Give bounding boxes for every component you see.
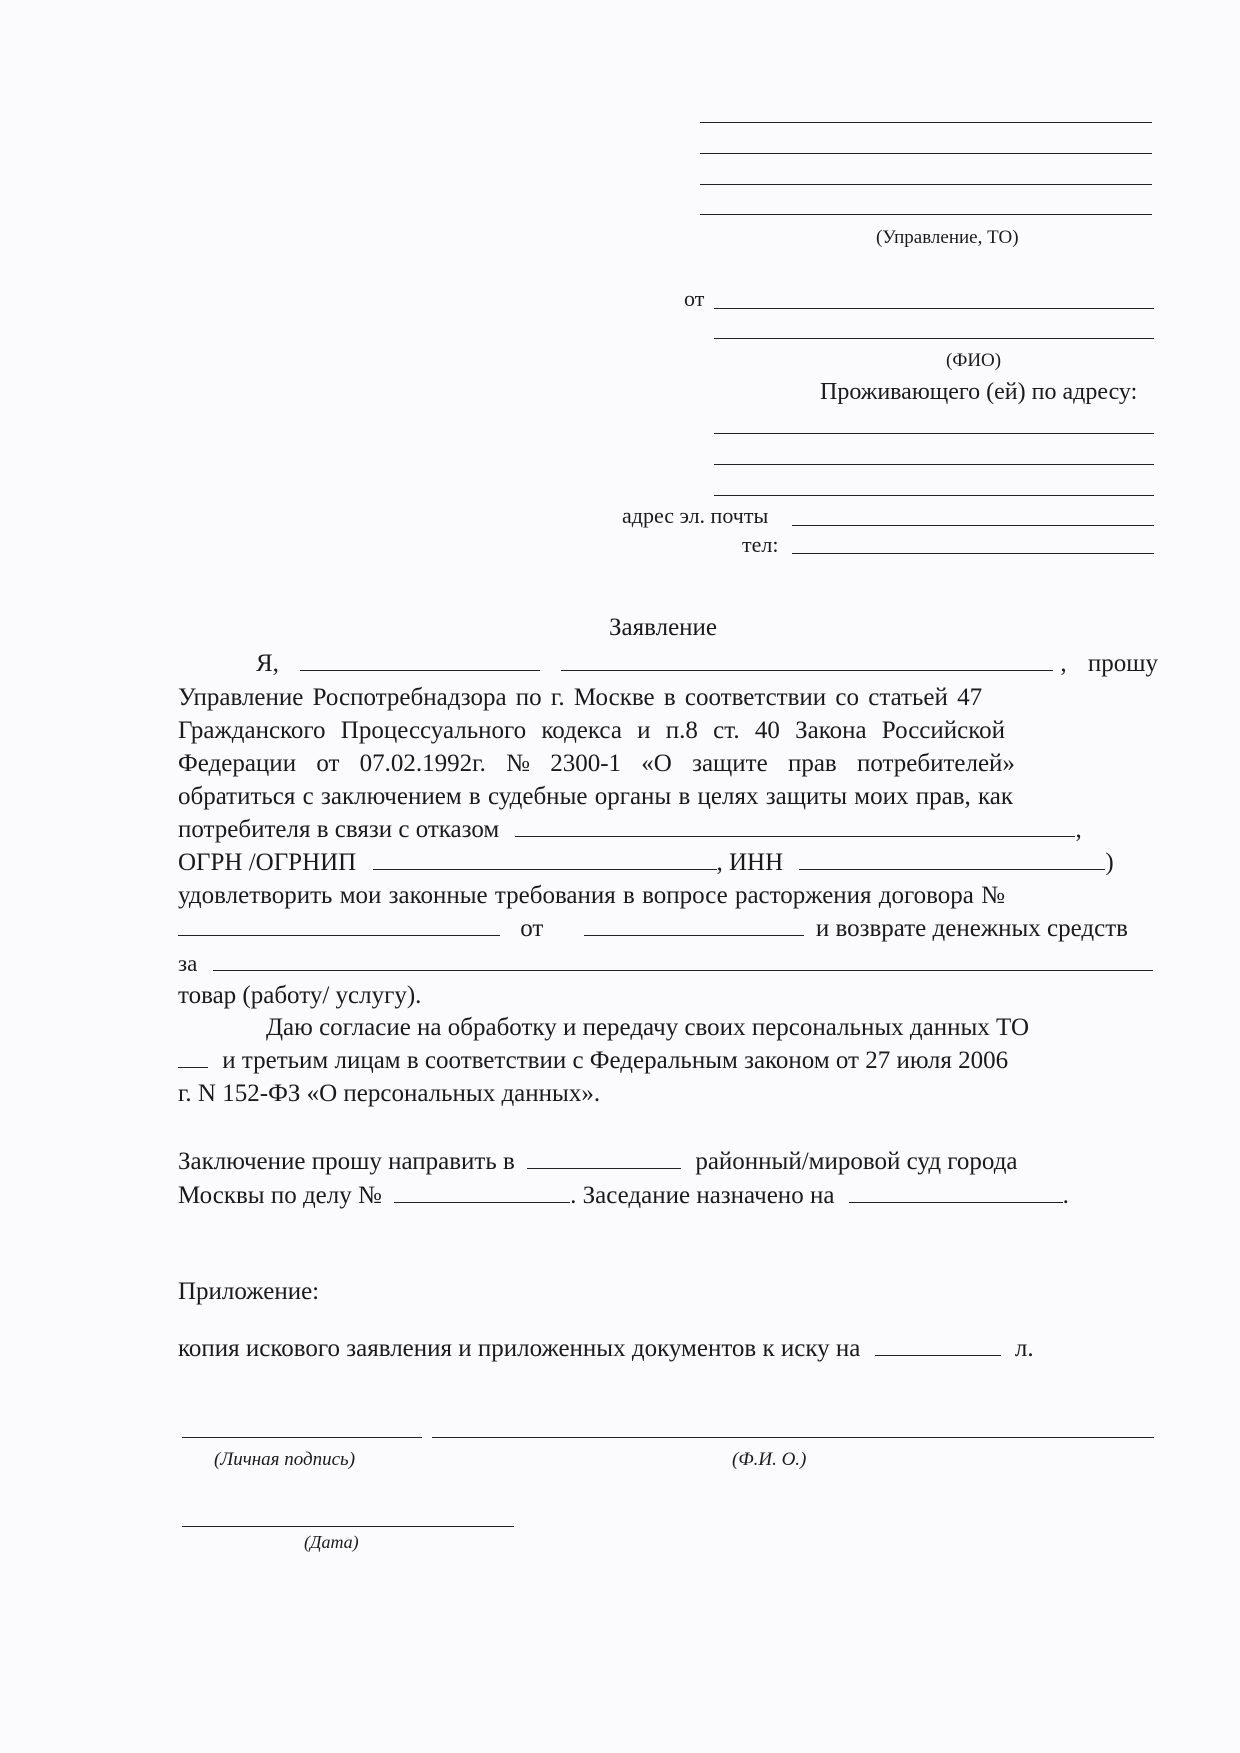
ogrn-field[interactable] [373, 847, 717, 870]
body-line-9 [178, 913, 1158, 945]
attachment-item [178, 1333, 1158, 1365]
phone-label: тел: [742, 532, 779, 557]
date-caption: (Дата) [304, 1532, 359, 1552]
applicant-name-field-1[interactable] [300, 648, 540, 671]
authority-line-2[interactable] [700, 153, 1152, 154]
body-text-4: Федерации от 07.02.1992г. № 2300-1 «О защите прав потребителей» [178, 750, 1015, 777]
body-text-3: Гражданского Процессуального кодекса и п.8 ст. 40 Закона Российской [178, 717, 1006, 744]
court-line-1 [178, 1146, 1158, 1178]
from-date-label: от [520, 915, 544, 942]
pages-count-field[interactable] [875, 1333, 1001, 1356]
from-label: от [684, 286, 705, 311]
case-number-field[interactable] [394, 1180, 570, 1203]
hearing-text: . Заседание назначено на [570, 1182, 835, 1209]
date-line[interactable] [182, 1526, 514, 1527]
address-label: Проживающего (ей) по адресу: [820, 379, 1138, 405]
consent-line-1 [266, 1012, 1158, 1044]
attachment-text: копия искового заявления и приложенных документов к иску на [178, 1335, 861, 1362]
case-text: Москвы по делу № [178, 1182, 382, 1209]
body-line-2 [178, 682, 1158, 714]
body-text-8: удовлетворить мои законные требования в вопросе расторжения договора № [178, 882, 1005, 909]
fio-caption: (ФИО) [946, 350, 1002, 371]
consent-line-2 [178, 1045, 1158, 1077]
consent-text-3: г. N 152-ФЗ «О персональных данных». [178, 1080, 601, 1107]
from-line-2[interactable] [714, 338, 1154, 339]
applicant-name-field-2[interactable] [561, 648, 1053, 671]
body-line-8 [178, 880, 1158, 912]
contract-date-field[interactable] [584, 913, 804, 936]
refusal-party-field[interactable] [515, 814, 1075, 837]
email-line[interactable] [792, 525, 1154, 526]
body-line-6 [178, 814, 1158, 846]
authority-caption: (Управление, ТО) [876, 227, 1019, 248]
fio-line[interactable] [432, 1437, 1154, 1438]
body-line-7 [178, 847, 1158, 879]
document-title: Заявление [609, 614, 718, 641]
inn-label: , ИНН [716, 849, 784, 876]
phone-line[interactable] [792, 553, 1154, 554]
refund-text: и возврате денежных средств [815, 915, 1128, 942]
goods-text: товар (работу/ услугу). [178, 982, 422, 1009]
signature-caption: (Личная подпись) [214, 1449, 356, 1470]
consent-line-3 [178, 1078, 1158, 1110]
consent-text-1: Даю согласие на обработку и передачу своих персональных данных ТО [266, 1014, 1030, 1041]
court-text-2: районный/мировой суд города [695, 1148, 1018, 1175]
fio-sign-caption: (Ф.И. О.) [732, 1449, 807, 1470]
address-line-1[interactable] [714, 433, 1154, 434]
authority-line-1[interactable] [700, 122, 1152, 123]
za-label: за [178, 951, 198, 976]
court-name-field[interactable] [527, 1146, 681, 1169]
authority-line-3[interactable] [700, 184, 1152, 185]
body-line-3 [178, 715, 1158, 747]
address-line-2[interactable] [714, 464, 1154, 465]
body-line-11 [178, 980, 1158, 1012]
request-text: прошу [1087, 650, 1158, 677]
hearing-date-field[interactable] [849, 1180, 1063, 1203]
body-line-10 [178, 948, 1158, 980]
ogrn-label: ОГРН /ОГРНИП [178, 849, 357, 876]
inn-field[interactable] [799, 847, 1105, 870]
address-line-3[interactable] [714, 495, 1154, 496]
refusal-text: потребителя в связи с отказом [178, 816, 500, 843]
comma-text: , [1060, 650, 1067, 677]
goods-field[interactable] [213, 948, 1153, 971]
period-end: . [1062, 1182, 1069, 1209]
attachment-heading: Приложение: [178, 1278, 320, 1305]
court-text-1: Заключение прошу направить в [178, 1148, 515, 1175]
to-number-field[interactable] [178, 1045, 208, 1068]
contract-number-field[interactable] [178, 913, 500, 936]
from-line-1[interactable] [714, 308, 1154, 309]
body-line-5 [178, 781, 1158, 813]
court-line-2 [178, 1180, 1158, 1212]
comma-end: , [1075, 816, 1082, 843]
pages-unit: л. [1014, 1335, 1034, 1362]
email-label: адрес эл. почты [622, 503, 769, 528]
body-text-5: обратиться с заключением в судебные органы в целях защиты моих прав, как [178, 783, 1014, 810]
paren-end: ) [1105, 849, 1114, 876]
authority-line-4[interactable] [700, 214, 1152, 215]
body-line-1 [256, 648, 1158, 680]
body-line-4 [178, 748, 1158, 780]
consent-text-2: и третьим лицам в соответствии с Федеральным законом от 27 июля 2006 [222, 1047, 1009, 1074]
signature-line[interactable] [182, 1437, 422, 1438]
ya-text: Я, [256, 650, 279, 677]
body-text-2: Управление Роспотребнадзора по г. Москве в соответствии со статьей 47 [178, 684, 983, 711]
